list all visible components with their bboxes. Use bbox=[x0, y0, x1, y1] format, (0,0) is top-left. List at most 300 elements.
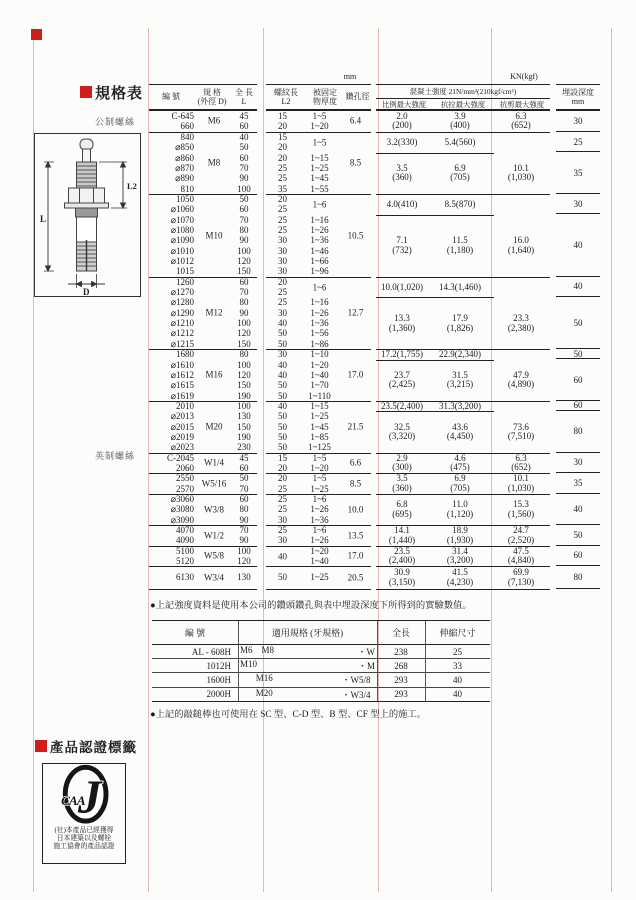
thread-length-cell: 25 bbox=[278, 162, 287, 173]
thickness-cell: 1~20 bbox=[310, 545, 329, 556]
strength-line: 17.2(1,755) bbox=[381, 349, 423, 360]
embed-depth-value: 25 bbox=[573, 136, 583, 147]
embed-depth-value: 60 bbox=[573, 400, 583, 411]
drill-diameter-value: 10.0 bbox=[347, 504, 364, 515]
drill-diameter-value: 17.0 bbox=[347, 550, 364, 561]
strength-line: (1,030) bbox=[507, 483, 535, 494]
header-spec-line2: (外徑 D) bbox=[197, 97, 227, 106]
part-number-cell: ⌀1010 bbox=[170, 245, 194, 256]
strength-line: 4.0(410) bbox=[386, 199, 418, 210]
part-number-cell: ⌀1615 bbox=[170, 380, 194, 391]
part-number-cell: ⌀1012 bbox=[170, 256, 194, 267]
thread-length-cell: 25 bbox=[278, 494, 287, 505]
strength-block bbox=[376, 547, 550, 567]
strength-line: 32.5 bbox=[394, 421, 410, 432]
depth-group bbox=[556, 546, 600, 567]
embed-depth-value: 30 bbox=[573, 115, 583, 126]
strength-group bbox=[376, 132, 550, 194]
table-row bbox=[149, 298, 257, 308]
thread-length-cell: 25 bbox=[278, 483, 287, 494]
shear-strength-value bbox=[492, 500, 550, 519]
part-number-cell: ⌀3080 bbox=[170, 504, 194, 515]
hammer-rod-table bbox=[152, 620, 490, 702]
hammer-spec-cell bbox=[238, 688, 377, 701]
strength-block bbox=[376, 215, 550, 276]
thread-length-cell: 25 bbox=[278, 504, 287, 515]
strength-line: 5.4(560) bbox=[444, 137, 476, 148]
tensile-strength-value bbox=[428, 236, 492, 255]
hammer-spec-right: ・W3/4 bbox=[341, 689, 375, 700]
proportional-strength-value bbox=[376, 547, 428, 566]
table-row bbox=[266, 381, 371, 391]
thickness-cell: 1~45 bbox=[310, 421, 329, 432]
part-number-cell: 2550 bbox=[176, 473, 194, 484]
table-row bbox=[266, 432, 371, 442]
thickness-cell: 1~6 bbox=[312, 494, 327, 505]
strength-line: 47.5 bbox=[513, 545, 529, 556]
hammer-header-length: 全長 bbox=[391, 628, 410, 638]
length-cell: 80 bbox=[239, 297, 249, 308]
strength-line: (7,510) bbox=[507, 431, 535, 442]
spec-size-label: M8 bbox=[207, 157, 221, 168]
strength-line: 31.5 bbox=[452, 369, 468, 380]
strength-line: (1,560) bbox=[507, 508, 535, 519]
length-cell: 45 bbox=[239, 110, 249, 121]
thread-length-cell: 30 bbox=[278, 349, 287, 360]
tensile-strength-value bbox=[428, 547, 492, 566]
proportional-strength-value bbox=[376, 402, 428, 412]
proportional-strength-value bbox=[376, 314, 428, 333]
part-number-cell: ⌀1060 bbox=[170, 204, 194, 215]
dim-label-L: L bbox=[40, 214, 47, 224]
strength-line: 47.9 bbox=[513, 369, 529, 380]
part-number-cell: 810 bbox=[180, 183, 194, 194]
part-number-cell: ⌀1619 bbox=[170, 390, 194, 401]
header-spec bbox=[193, 88, 231, 106]
header-concrete-strength: 混凝土強度 21N/mm²(210kgf/cm²) bbox=[376, 85, 550, 99]
thread-length-cell: 25 bbox=[278, 214, 287, 225]
thread-length-cell: 50 bbox=[278, 421, 287, 432]
depth-group bbox=[556, 401, 600, 453]
cert-text-line1: (社)本產品已經獲得 bbox=[54, 827, 114, 834]
table-row bbox=[149, 412, 257, 422]
length-cell: 130 bbox=[237, 572, 251, 583]
header-thickness-line2: 物厚度 bbox=[313, 97, 337, 106]
drill-diameter-value: 20.5 bbox=[347, 572, 364, 583]
depth-table-header bbox=[556, 84, 600, 111]
table-row bbox=[149, 287, 257, 297]
thickness-cell: 1~96 bbox=[310, 266, 329, 277]
spec-size-label: M20 bbox=[205, 421, 223, 432]
strength-line: 2.9 bbox=[396, 452, 408, 463]
hammer-spec-right: ・W bbox=[357, 647, 375, 658]
strength-block bbox=[376, 454, 550, 474]
shear-strength-value bbox=[492, 423, 550, 442]
table-row bbox=[149, 184, 257, 194]
table-row bbox=[149, 515, 257, 525]
length-cell: 80 bbox=[239, 349, 249, 360]
table-row bbox=[149, 350, 257, 360]
strength-block bbox=[376, 153, 550, 194]
page-corner-mark bbox=[31, 29, 42, 40]
depth-group bbox=[556, 132, 600, 194]
length-cell: 120 bbox=[237, 328, 251, 339]
thread-length-cell: 50 bbox=[278, 328, 287, 339]
thread-length-cell: 20 bbox=[278, 152, 287, 163]
strength-block bbox=[376, 412, 550, 453]
thickness-cell: 1~40 bbox=[310, 556, 329, 567]
embed-depth-value: 35 bbox=[573, 167, 583, 178]
thread-length-cell: 20 bbox=[278, 276, 287, 287]
table-row bbox=[266, 401, 371, 411]
strength-group bbox=[376, 546, 550, 567]
spec-group-mid bbox=[266, 194, 371, 277]
cert-text-line2: 日本建築以及螺栓 bbox=[56, 835, 112, 843]
thread-length-cell: 50 bbox=[278, 390, 287, 401]
part-number-cell: ⌀2023 bbox=[170, 442, 194, 453]
spec-size-label: W1/4 bbox=[204, 457, 224, 468]
anchor-bolt-drawing bbox=[34, 133, 141, 297]
tensile-strength-value bbox=[428, 283, 492, 293]
tensile-strength-value bbox=[428, 164, 492, 183]
drill-diameter-value: 12.7 bbox=[347, 307, 364, 318]
thickness-cell: 1~36 bbox=[310, 514, 329, 525]
shear-strength-value bbox=[492, 568, 550, 587]
depth-group bbox=[556, 349, 600, 401]
thread-length-cell: 30 bbox=[278, 245, 287, 256]
thickness-span-value: 1~5 bbox=[312, 137, 327, 148]
length-cell: 150 bbox=[237, 338, 251, 349]
strength-line: (732) bbox=[392, 244, 412, 255]
strength-line: 3.5 bbox=[396, 162, 408, 173]
spec-section-title: 規格表 bbox=[95, 86, 144, 102]
table-row bbox=[149, 246, 257, 256]
hammer-header-stroke: 伸縮尺寸 bbox=[439, 628, 476, 638]
thread-length-cell: 50 bbox=[278, 411, 287, 422]
header-tensile-strength: 抗拉最大強度 bbox=[440, 99, 486, 109]
spec-group-mid bbox=[266, 546, 371, 567]
strength-block bbox=[376, 526, 550, 546]
strength-line: (3,150) bbox=[388, 576, 416, 587]
proportional-strength-value bbox=[376, 283, 428, 293]
drill-diameter-value: 8.5 bbox=[349, 157, 362, 168]
thread-length-cell: 25 bbox=[278, 297, 287, 308]
depth-block bbox=[556, 194, 600, 215]
thickness-cell: 1~86 bbox=[310, 338, 329, 349]
strength-group bbox=[376, 277, 550, 349]
strength-line: 10.0(1,020) bbox=[381, 281, 423, 292]
strength-line: 8.5(870) bbox=[444, 199, 476, 210]
strength-group bbox=[376, 473, 550, 494]
table-row bbox=[266, 246, 371, 256]
hammer-header-spec: 適用規格 (牙規格) bbox=[271, 628, 344, 638]
table-row bbox=[266, 215, 371, 225]
strength-line: (695) bbox=[392, 508, 412, 519]
strength-line: 73.6 bbox=[513, 421, 529, 432]
hammer-row bbox=[152, 673, 490, 687]
thickness-cell: 1~10 bbox=[310, 349, 329, 360]
header-part-no: 編 號 bbox=[162, 92, 180, 102]
depth-block bbox=[556, 277, 600, 298]
depth-group bbox=[556, 566, 600, 588]
strength-line: (1,440) bbox=[388, 534, 416, 545]
header-thread-line2: L2 bbox=[281, 97, 291, 106]
strength-block bbox=[376, 298, 550, 349]
hammer-column-divider bbox=[377, 621, 378, 701]
strength-line: (360) bbox=[392, 483, 412, 494]
part-number-cell: ⌀870 bbox=[175, 162, 194, 173]
thread-length-cell: 30 bbox=[278, 256, 287, 267]
table-row bbox=[149, 432, 257, 442]
thickness-cell: 1~5 bbox=[312, 110, 327, 121]
table-row bbox=[266, 318, 371, 328]
part-number-cell: ⌀1290 bbox=[170, 307, 194, 318]
table-row bbox=[266, 256, 371, 266]
spec-group-left bbox=[149, 277, 257, 349]
hammer-part-no: 1600H bbox=[206, 674, 231, 685]
proportional-strength-value bbox=[376, 200, 428, 210]
embed-depth-value: 40 bbox=[573, 281, 583, 292]
hammer-length-value: 293 bbox=[394, 689, 408, 700]
thickness-cell: 1~25 bbox=[310, 483, 329, 494]
depth-block bbox=[556, 359, 600, 400]
embed-depth-value: 60 bbox=[573, 550, 583, 561]
hammer-stroke-value: 25 bbox=[453, 646, 462, 657]
part-number-cell: 4090 bbox=[176, 535, 194, 546]
table-row bbox=[149, 494, 257, 504]
thread-length-cell: 15 bbox=[278, 110, 287, 121]
length-cell: 100 bbox=[237, 318, 251, 329]
imperial-screws-label: 英制螺絲 bbox=[95, 451, 136, 461]
tensile-strength-value bbox=[428, 500, 492, 519]
cert-section-heading bbox=[35, 736, 137, 756]
proportional-strength-value bbox=[376, 568, 428, 587]
length-cell: 70 bbox=[239, 525, 249, 536]
length-cell: 150 bbox=[237, 421, 251, 432]
spec-group-mid bbox=[266, 277, 371, 349]
jcaa-logo-caa: CAA bbox=[61, 792, 85, 808]
strength-block bbox=[376, 350, 550, 360]
jcaa-logo bbox=[47, 764, 121, 826]
table-row bbox=[149, 256, 257, 266]
strength-line: 6.3 bbox=[515, 452, 527, 463]
thickness-cell: 1~16 bbox=[310, 297, 329, 308]
spec-group-mid bbox=[266, 473, 371, 494]
strength-line: (475) bbox=[450, 462, 470, 473]
shear-strength-value bbox=[492, 526, 550, 545]
table-row bbox=[149, 132, 257, 142]
length-cell: 90 bbox=[239, 514, 249, 525]
table-row bbox=[266, 339, 371, 349]
spec-group-left bbox=[149, 349, 257, 401]
strength-line: 6.3 bbox=[515, 110, 527, 121]
strength-line: 2.0 bbox=[396, 110, 408, 121]
thread-length-cell: 40 bbox=[278, 318, 287, 329]
table-row bbox=[266, 515, 371, 525]
hammer-spec-left: M16 bbox=[240, 673, 273, 684]
strength-line: (200) bbox=[392, 120, 412, 131]
tensile-strength-value bbox=[428, 200, 492, 210]
length-cell: 70 bbox=[239, 214, 249, 225]
table-row bbox=[149, 381, 257, 391]
hammer-length-value: 293 bbox=[394, 674, 408, 685]
depth-block bbox=[556, 349, 600, 359]
thickness-cell: 1~46 bbox=[310, 245, 329, 256]
table-row bbox=[149, 143, 257, 153]
spec-size-label: M16 bbox=[205, 369, 223, 380]
dim-label-D: D bbox=[83, 287, 90, 295]
hammer-spec-cell bbox=[238, 645, 377, 658]
spec-group-left bbox=[149, 194, 257, 277]
part-number-cell: ⌀1215 bbox=[170, 338, 194, 349]
thickness-cell: 1~25 bbox=[310, 162, 329, 173]
header-spec-line1: 規 格 bbox=[203, 87, 221, 97]
thread-length-cell: 40 bbox=[278, 369, 287, 380]
hammer-stroke-value: 33 bbox=[453, 660, 462, 671]
proportional-strength-value bbox=[376, 454, 428, 473]
table-row bbox=[266, 350, 371, 360]
tensile-strength-value bbox=[428, 371, 492, 390]
length-cell: 80 bbox=[239, 225, 249, 236]
strength-block bbox=[376, 402, 550, 412]
metric-screws-label: 公制螺絲 bbox=[95, 117, 136, 127]
table-row bbox=[266, 267, 371, 277]
drill-diameter-value: 6.6 bbox=[349, 457, 362, 468]
strength-table-header bbox=[376, 84, 550, 111]
thickness-cell: 1~6 bbox=[312, 525, 327, 536]
strength-line: 14.1 bbox=[394, 525, 410, 536]
hammer-spec-right: ・W5/8 bbox=[341, 675, 375, 686]
strength-group bbox=[376, 494, 550, 525]
shear-strength-value bbox=[492, 371, 550, 390]
strength-line: (300) bbox=[392, 462, 412, 473]
part-number-cell: 1015 bbox=[176, 266, 194, 277]
thread-length-cell: 20 bbox=[278, 193, 287, 204]
table-row bbox=[149, 329, 257, 339]
thread-length-cell: 20 bbox=[278, 473, 287, 484]
tensile-strength-value bbox=[428, 112, 492, 131]
depth-block bbox=[556, 132, 600, 153]
hammer-spec-cell bbox=[238, 659, 377, 672]
embed-depth-value: 50 bbox=[573, 348, 583, 359]
thickness-cell: 1~20 bbox=[310, 463, 329, 474]
thickness-cell: 1~110 bbox=[308, 390, 331, 401]
thickness-cell: 1~40 bbox=[310, 369, 329, 380]
length-cell: 150 bbox=[237, 266, 251, 277]
part-number-cell: ⌀1212 bbox=[170, 328, 194, 339]
part-number-cell: 2060 bbox=[176, 463, 194, 474]
strength-line: (3,215) bbox=[446, 379, 474, 390]
strength-line: 6.9 bbox=[454, 473, 466, 484]
thread-length-cell: 25 bbox=[278, 287, 287, 298]
strength-line: (3,320) bbox=[388, 431, 416, 442]
spec-group-mid bbox=[266, 132, 371, 194]
embed-depth-value: 30 bbox=[573, 457, 583, 468]
proportional-strength-value bbox=[376, 350, 428, 360]
strength-subheaders bbox=[376, 99, 550, 111]
strength-block bbox=[376, 360, 550, 401]
strength-line: 23.7 bbox=[394, 369, 410, 380]
table-row bbox=[266, 298, 371, 308]
proportional-strength-value bbox=[376, 474, 428, 493]
strength-line: 31.3(3,200) bbox=[439, 401, 481, 412]
part-number-panel bbox=[149, 111, 257, 590]
hammer-header-part-no: 編 號 bbox=[184, 628, 206, 638]
depth-group bbox=[556, 277, 600, 349]
length-cell: 100 bbox=[237, 359, 251, 370]
strength-line: 23.3 bbox=[513, 312, 529, 323]
spec-group-left bbox=[149, 566, 257, 588]
part-number-cell: ⌀860 bbox=[175, 152, 194, 163]
jcaa-logo-j: J bbox=[77, 771, 102, 824]
hammer-column-divider bbox=[425, 621, 426, 701]
table-row bbox=[149, 339, 257, 349]
strength-line: 14.3(1,460) bbox=[439, 281, 481, 292]
part-number-cell: ⌀3060 bbox=[170, 494, 194, 505]
length-cell: 45 bbox=[239, 452, 249, 463]
length-cell: 60 bbox=[239, 121, 249, 132]
strength-line: 13.3 bbox=[394, 312, 410, 323]
depth-block bbox=[556, 111, 600, 132]
thickness-cell: 1~45 bbox=[310, 173, 329, 184]
strength-line: 4.6 bbox=[454, 452, 466, 463]
mid-table-unit-label: mm bbox=[343, 72, 357, 81]
thread-length-cell: 25 bbox=[278, 204, 287, 215]
strength-block bbox=[376, 133, 550, 153]
thread-length-cell: 20 bbox=[278, 121, 287, 132]
table-row bbox=[149, 391, 257, 401]
part-number-cell: ⌀890 bbox=[175, 173, 194, 184]
header-drill-diameter: 鑽孔徑 bbox=[345, 92, 370, 102]
strength-line: 30.9 bbox=[394, 567, 410, 578]
strength-group bbox=[376, 349, 550, 401]
length-cell: 100 bbox=[237, 545, 251, 556]
strength-line: 10.1 bbox=[513, 473, 529, 484]
hammer-note: ●上記的敲鎚棒也可使用在 SC 型、C-D 型、B 型、CF 型上的施工。 bbox=[150, 710, 427, 720]
strength-line: (4,450) bbox=[446, 431, 474, 442]
thread-length-cell: 40 bbox=[278, 359, 287, 370]
spec-size-label: M12 bbox=[205, 307, 223, 318]
length-cell: 70 bbox=[239, 162, 249, 173]
depth-block bbox=[556, 453, 600, 474]
strength-line: 6.9 bbox=[454, 162, 466, 173]
length-cell: 100 bbox=[237, 183, 251, 194]
strength-line: 23.5 bbox=[394, 545, 410, 556]
strength-line: (400) bbox=[450, 120, 470, 131]
embed-depth-value: 80 bbox=[573, 426, 583, 437]
proportional-strength-value bbox=[376, 526, 428, 545]
table-row bbox=[149, 194, 257, 204]
strength-line: 23.5(2,400) bbox=[381, 401, 423, 412]
strength-line: (1,930) bbox=[446, 534, 474, 545]
spec-group-left bbox=[149, 453, 257, 474]
dimensions-panel bbox=[266, 111, 371, 590]
spec-group-left bbox=[149, 546, 257, 567]
tensile-strength-value bbox=[428, 454, 492, 473]
spec-size-label: M6 bbox=[207, 115, 221, 126]
thread-length-cell: 50 bbox=[278, 431, 287, 442]
length-cell: 90 bbox=[239, 535, 249, 546]
hammer-part-no: 2000H bbox=[206, 689, 231, 700]
proportional-strength-value bbox=[376, 236, 428, 255]
thickness-cell: 1~5 bbox=[312, 473, 327, 484]
thread-length-cell: 25 bbox=[278, 225, 287, 236]
strength-line: 24.7 bbox=[513, 525, 529, 536]
thickness-cell: 1~26 bbox=[310, 535, 329, 546]
embed-depth-value: 35 bbox=[573, 478, 583, 489]
shear-strength-value bbox=[492, 474, 550, 493]
tensile-strength-value bbox=[428, 474, 492, 493]
